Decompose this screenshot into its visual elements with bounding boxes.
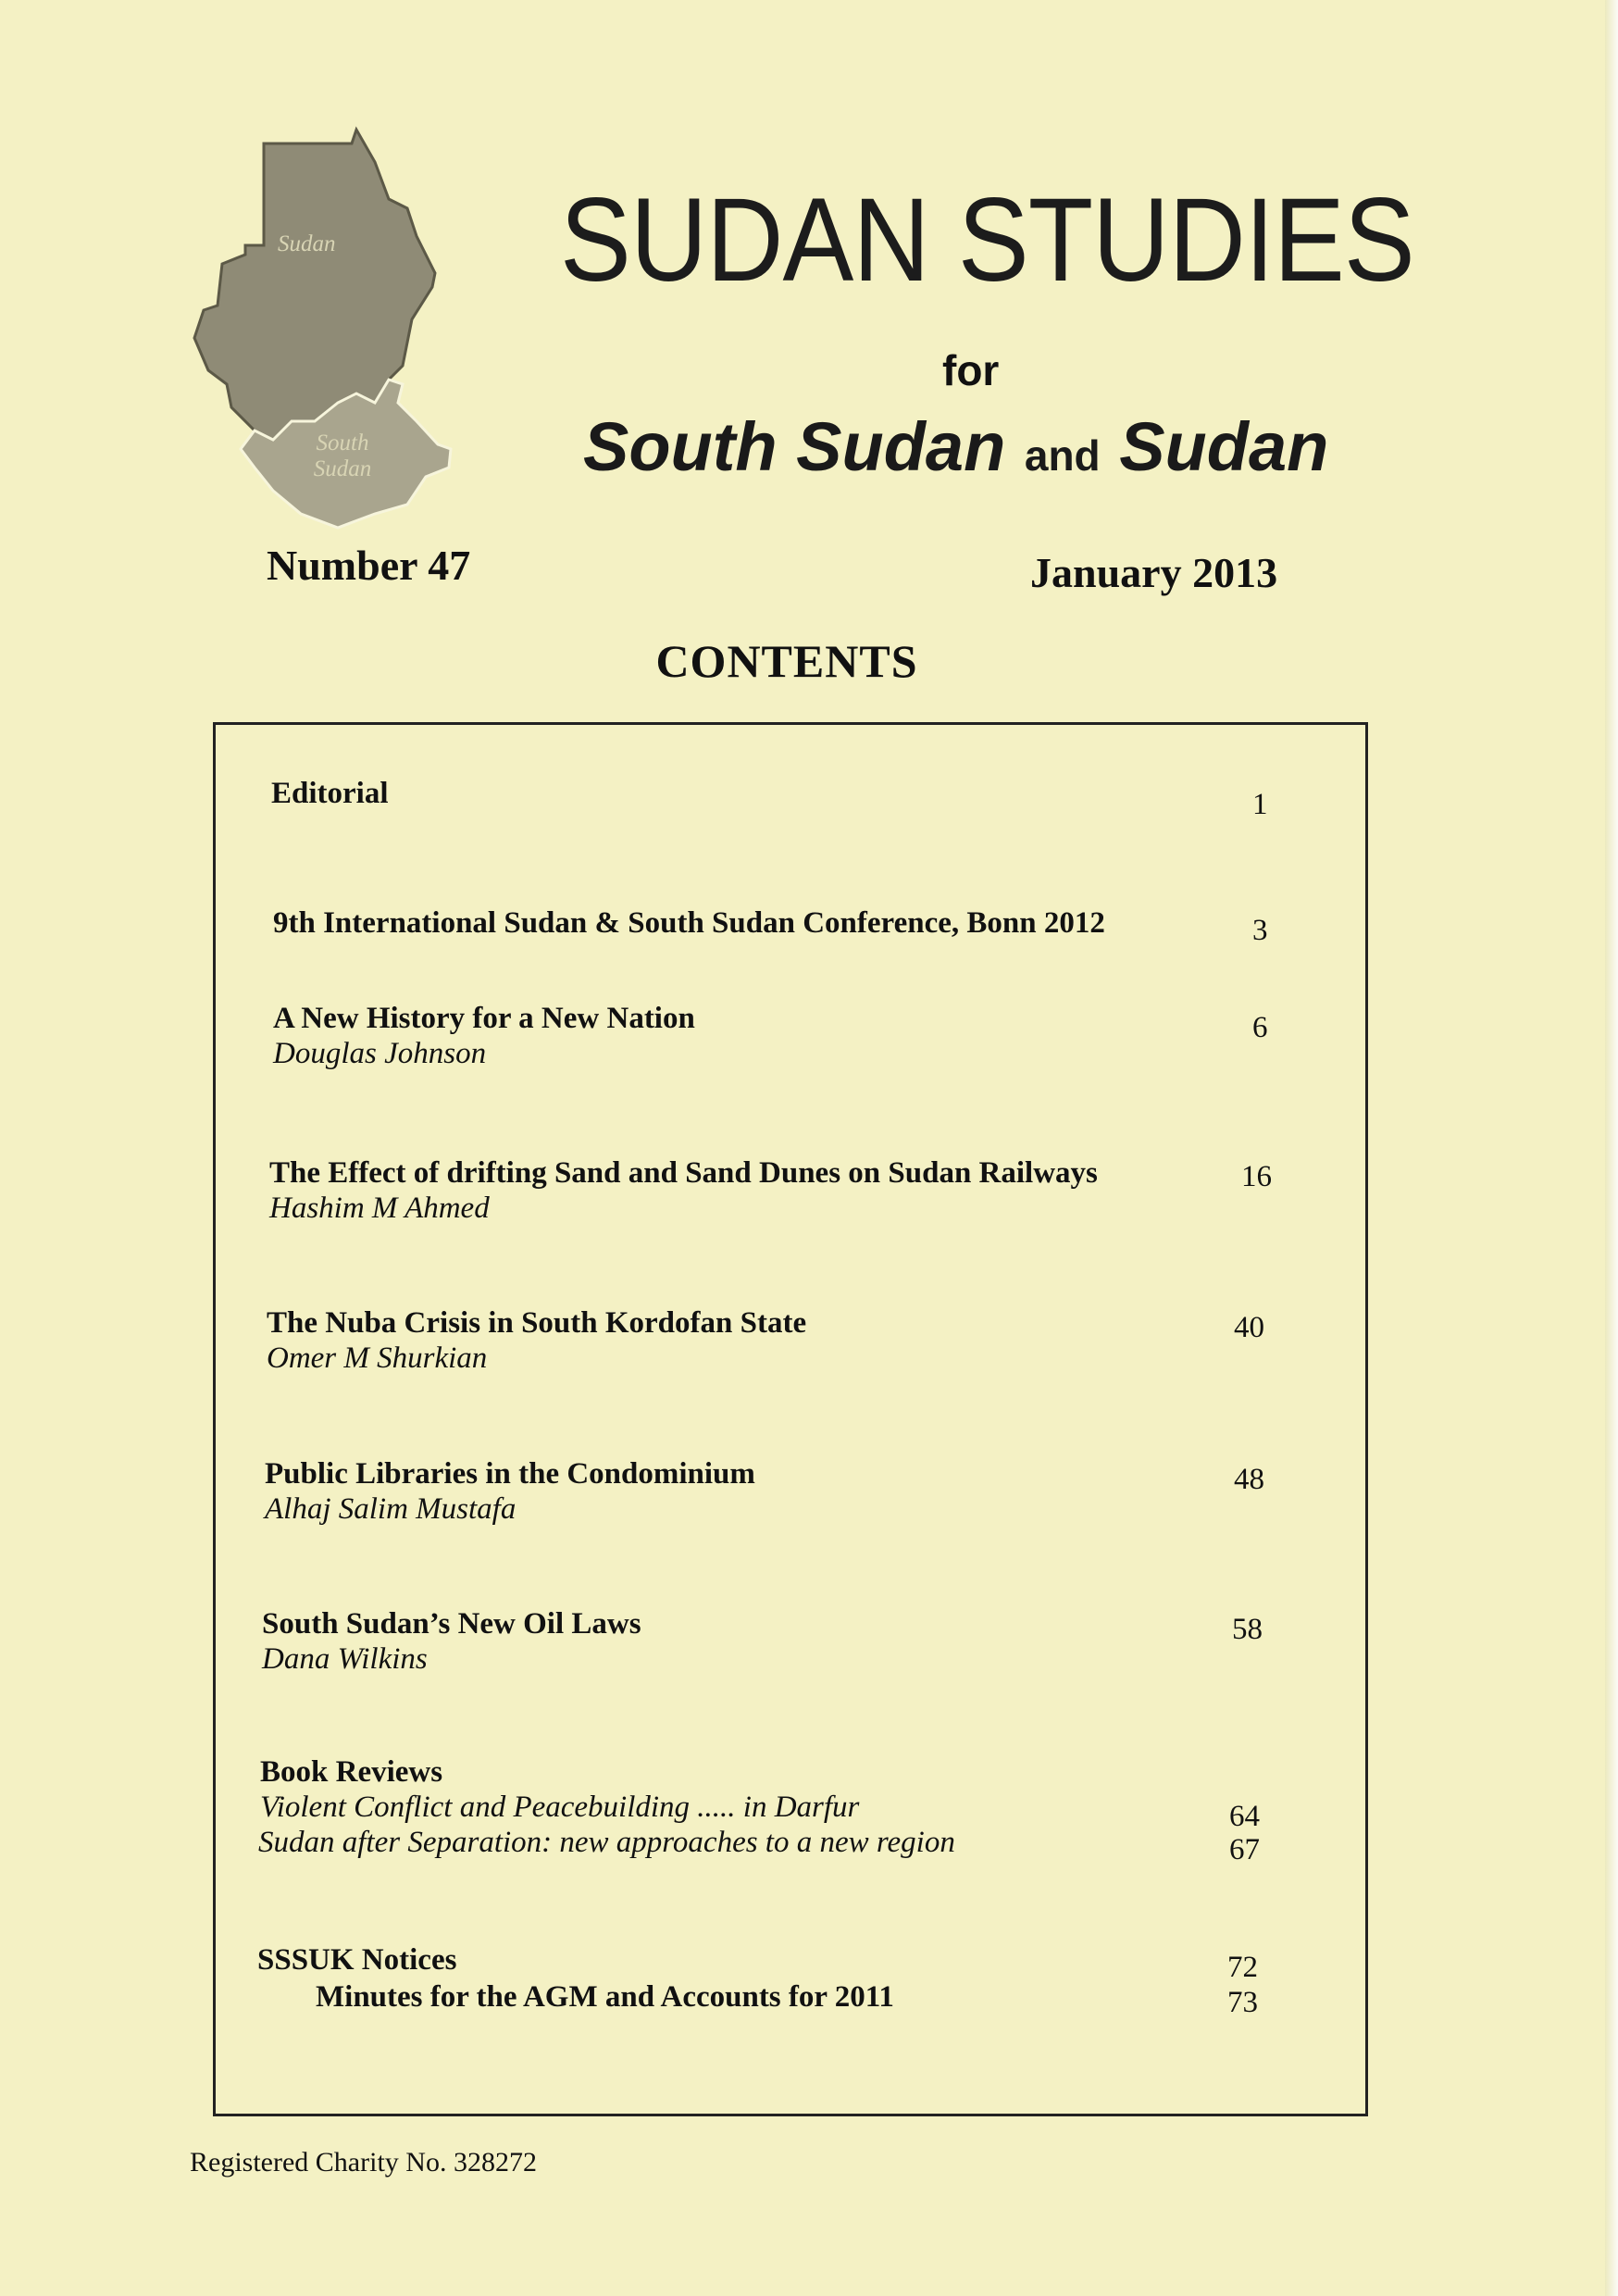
subtitle-south-sudan: South Sudan: [583, 408, 1006, 485]
toc-page: 48: [1234, 1463, 1264, 1496]
toc-page: 40: [1234, 1311, 1264, 1344]
toc-author: Alhaj Salim Mustafa: [265, 1492, 517, 1526]
toc-page: 16: [1241, 1160, 1272, 1193]
journal-subtitle: [583, 409, 1328, 493]
toc-author: Omer M Shurkian: [267, 1341, 488, 1375]
toc-page: 72: [1227, 1951, 1258, 1984]
map-label-sudan: Sudan: [278, 231, 336, 256]
toc-author: Hashim M Ahmed: [269, 1192, 490, 1225]
toc-title: The Nuba Crisis in South Kordofan State: [267, 1306, 807, 1340]
toc-review-item-darfur[interactable]: Violent Conflict and Peacebuilding ..... in Darfur: [260, 1791, 860, 1824]
contents-box: [213, 722, 1368, 2116]
subtitle-sudan: Sudan: [1119, 408, 1329, 485]
toc-title: Book Reviews: [260, 1755, 443, 1789]
toc-page: 67: [1229, 1833, 1260, 1866]
toc-page: 3: [1252, 914, 1268, 947]
toc-page: 58: [1232, 1613, 1263, 1646]
toc-title: The Effect of drifting Sand and Sand Dunes on Sudan Railways: [269, 1156, 1098, 1190]
toc-title: South Sudan’s New Oil Laws: [262, 1607, 641, 1641]
contents-heading: CONTENTS: [655, 635, 918, 687]
toc-author: Douglas Johnson: [273, 1037, 487, 1070]
toc-page: 73: [1227, 1986, 1258, 2019]
toc-notice-item-agm[interactable]: Minutes for the AGM and Accounts for 2011: [316, 1980, 894, 2014]
page-edge: [1605, 0, 1618, 2296]
map-label-south-sudan: South Sudan: [313, 430, 372, 481]
toc-page: 64: [1229, 1800, 1260, 1833]
toc-page: 1: [1252, 788, 1268, 821]
subtitle-and: and: [1024, 431, 1101, 480]
title-for: for: [942, 346, 1000, 394]
issue-date: January 2013: [1030, 549, 1278, 596]
journal-title: SUDAN STUDIES: [560, 174, 1414, 306]
sudan-map-logo: [190, 125, 532, 532]
toc-review-item-separation[interactable]: Sudan after Separation: new approaches to a new region: [258, 1826, 955, 1859]
toc-author: Dana Wilkins: [262, 1642, 428, 1676]
issue-number: Number 47: [267, 542, 471, 589]
toc-title: Editorial: [271, 777, 389, 810]
toc-title: SSSUK Notices: [257, 1943, 457, 1977]
toc-title: Public Libraries in the Condominium: [265, 1457, 755, 1491]
toc-page: 6: [1252, 1011, 1268, 1044]
charity-number: Registered Charity No. 328272: [190, 2147, 537, 2177]
toc-title: A New History for a New Nation: [273, 1002, 695, 1035]
toc-title: 9th International Sudan & South Sudan Conference, Bonn 2012: [273, 906, 1105, 940]
